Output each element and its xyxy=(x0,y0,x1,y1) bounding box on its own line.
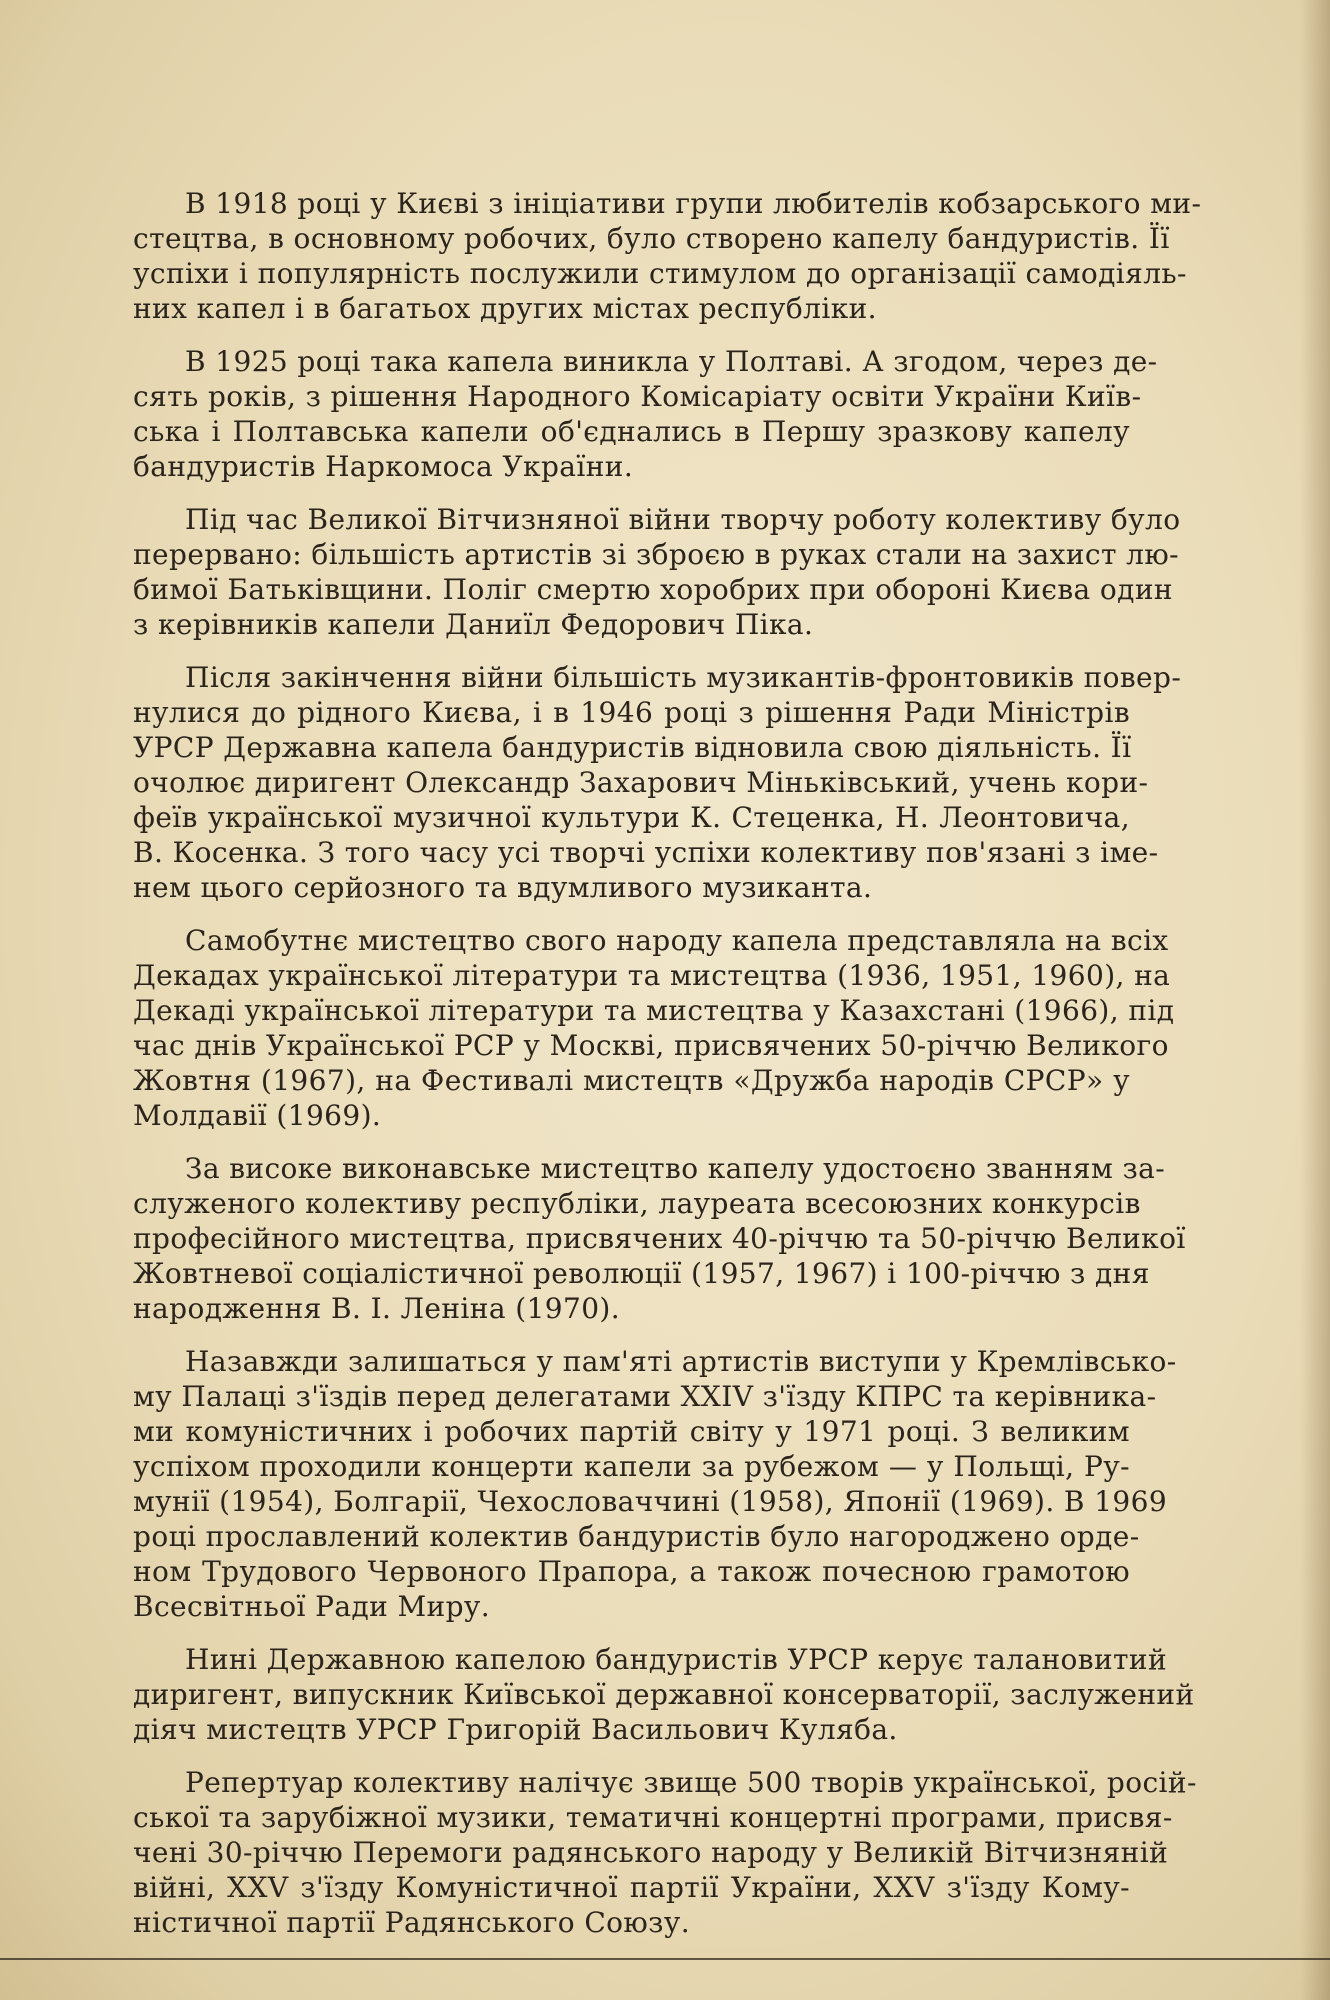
text-line: В. Косенка. З того часу усі творчі успіхи колективу пов'язані з іме- xyxy=(133,836,1159,869)
text-line: му Палаці з'їздів перед делегатами XXIV з'їзду КПРС та керівника- xyxy=(133,1380,1157,1413)
text-line: Жовтневої соціалістичної революції (1957, 1967) і 100-річчю з дня xyxy=(133,1257,1150,1290)
text-line: За високе виконавське мистецтво капелу удостоєно званням за- xyxy=(185,1152,1166,1185)
paragraph xyxy=(133,186,1202,326)
text-line: Під час Великої Вітчизняної війни творчу роботу колективу було xyxy=(185,503,1181,536)
text-line: УРСР Державна капела бандуристів відновила свою діяльність. Її xyxy=(133,731,1132,764)
text-line: професійного мистецтва, присвячених 40-річчю та 50-річчю Великої xyxy=(133,1222,1186,1255)
text-line: Нині Державною капелою бандуристів УРСР керує талановитий xyxy=(185,1643,1168,1676)
paragraph xyxy=(133,1765,1197,1940)
paragraph xyxy=(133,1151,1186,1326)
text-line: Декадах української літератури та мистецтва (1936, 1951, 1960), на xyxy=(133,959,1171,992)
text-line: Всесвітньої Ради Миру. xyxy=(133,1590,491,1623)
text-line: Назавжди залишаться у пам'яті артистів виступи у Кремлівсько- xyxy=(185,1345,1177,1378)
text-line: Репертуар колективу налічує звище 500 творів української, росій- xyxy=(185,1766,1197,1799)
text-line: з керівників капели Даниїл Федорович Піка. xyxy=(133,608,814,641)
text-line: році прославлений колектив бандуристів було нагороджено орде- xyxy=(133,1520,1140,1553)
text-line: нем цього серйозного та вдумливого музиканта. xyxy=(133,871,873,904)
text-line: діяч мистецтв УРСР Григорій Васильович Куляба. xyxy=(133,1713,898,1746)
paragraph xyxy=(133,344,1158,484)
text-line: феїв української музичної культури К. Стеценка, Н. Леонтовича, xyxy=(133,801,1130,834)
text-line: диригент, випускник Київської державної консерваторії, заслужений xyxy=(133,1678,1195,1711)
text-line: служеного колективу республіки, лауреата всесоюзних конкурсів xyxy=(133,1187,1141,1220)
text-line: ська і Полтавська капели об'єднались в Першу зразкову капелу xyxy=(133,415,1130,448)
text-line: бандуристів Наркомоса України. xyxy=(133,450,634,483)
text-line: сять років, з рішення Народного Комісаріату освіти України Київ- xyxy=(133,380,1142,413)
text-line: ністичної партії Радянського Союзу. xyxy=(133,1906,691,1939)
paragraph xyxy=(133,923,1175,1133)
text-line: бимої Батьківщини. Поліг смертю хоробрих при обороні Києва один xyxy=(133,573,1173,606)
text-line: ном Трудового Червоного Прапора, а також почесною грамотою xyxy=(133,1555,1130,1588)
text-line: час днів Української РСР у Москві, присвячених 50-річчю Великого xyxy=(133,1029,1169,1062)
text-line: Жовтня (1967), на Фестивалі мистецтв «Дружба народів СРСР» у xyxy=(133,1064,1130,1097)
text-line: Молдавії (1969). xyxy=(133,1099,382,1132)
bottom-rule xyxy=(0,1958,1330,1960)
text-line: них капел і в багатьох других містах республіки. xyxy=(133,292,877,325)
text-line: Самобутнє мистецтво свого народу капела представляла на всіх xyxy=(185,924,1169,957)
text-line: успіхом проходили концерти капели за рубежом — у Польщі, Ру- xyxy=(133,1450,1130,1483)
body-text xyxy=(133,186,1202,1958)
text-line: Після закінчення війни більшість музикантів-фронтовиків повер- xyxy=(185,661,1182,694)
text-line: чені 30-річчю Перемоги радянського народу у Великій Вітчизняній xyxy=(133,1836,1169,1869)
paragraph xyxy=(133,1344,1177,1624)
text-line: успіхи і популярність послужили стимулом до організації самодіяль- xyxy=(133,257,1187,290)
text-line: народження В. І. Леніна (1970). xyxy=(133,1292,621,1325)
text-line: очолює диригент Олександр Захарович Міньківський, учень кори- xyxy=(133,766,1149,799)
paragraph xyxy=(133,1642,1195,1747)
text-line: ської та зарубіжної музики, тематичні концертні програми, присвя- xyxy=(133,1801,1173,1834)
paragraph xyxy=(133,502,1181,642)
text-line: В 1918 році у Києві з ініціативи групи любителів кобзарського ми- xyxy=(185,187,1202,220)
text-line: стецтва, в основному робочих, було створено капелу бандуристів. Її xyxy=(133,222,1170,255)
text-line: Декаді української літератури та мистецтва у Казахстані (1966), під xyxy=(133,994,1175,1027)
text-line: ми комуністичних і робочих партій світу у 1971 році. З великим xyxy=(133,1415,1130,1448)
page-edge-shadow xyxy=(1300,0,1330,2000)
text-line: нулися до рідного Києва, і в 1946 році з рішення Ради Міністрів xyxy=(133,696,1130,729)
text-line: мунії (1954), Болгарії, Чехословаччині (1958), Японії (1969). В 1969 xyxy=(133,1485,1168,1518)
paragraph xyxy=(133,660,1182,905)
text-line: В 1925 році така капела виникла у Полтаві. А згодом, через де- xyxy=(185,345,1158,378)
text-line: перервано: більшість артистів зі зброєю в руках стали на захист лю- xyxy=(133,538,1179,571)
text-line: війні, XXV з'їзду Комуністичної партії України, XXV з'їзду Кому- xyxy=(133,1871,1130,1904)
